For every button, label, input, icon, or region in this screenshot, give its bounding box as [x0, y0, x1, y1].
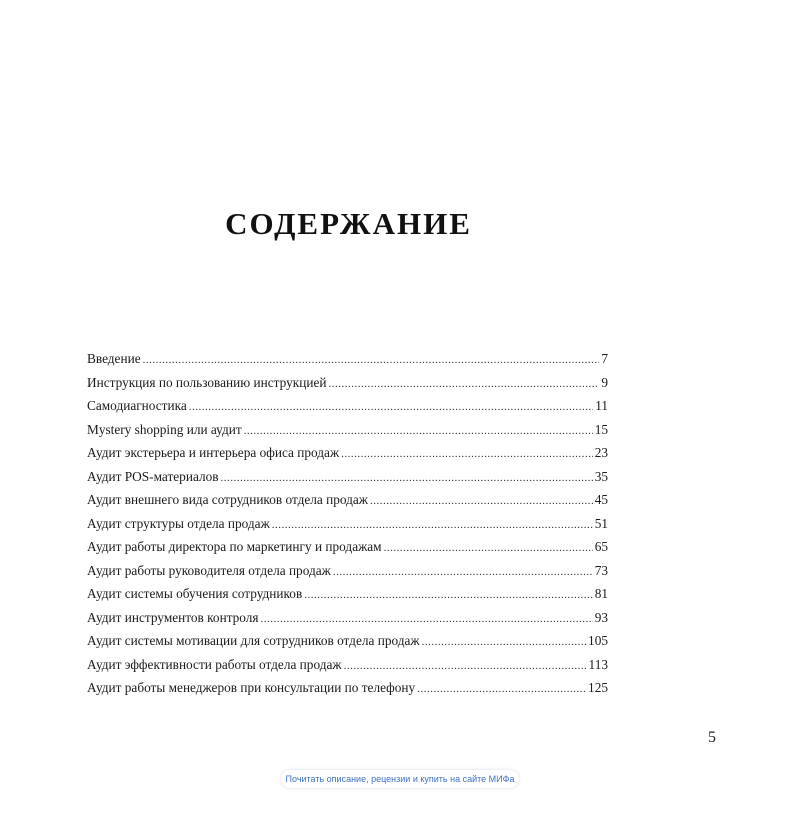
toc-entry-page: 65	[594, 539, 608, 554]
toc-entry[interactable]	[87, 606, 608, 630]
toc-entry-page: 105	[588, 633, 608, 648]
toc-entry-label: Аудит работы директора по маркетингу и продажам	[87, 539, 382, 554]
toc-entry-label: Инструкция по пользованию инструкцией	[87, 374, 327, 390]
toc-dot-leader	[422, 631, 586, 653]
toc-entry[interactable]	[87, 371, 608, 395]
toc-entry-label: Аудит экстерьера и интерьера офиса продаж	[87, 445, 340, 460]
toc-entry-page: 81	[594, 586, 608, 601]
toc-entry-label: Аудит работы менеджеров при консультации по телефону	[87, 680, 416, 695]
toc-entry-page: 45	[594, 492, 608, 507]
toc-entry-label: Аудит внешнего вида сотрудников отдела продаж	[87, 492, 368, 507]
toc-dot-leader	[143, 349, 600, 371]
toc-entry[interactable]	[87, 465, 608, 489]
toc-entry-page: 11	[595, 398, 608, 413]
toc-dot-leader	[417, 678, 586, 700]
toc-entry-label: Аудит эффективности работы отдела продаж	[87, 656, 342, 672]
toc-entry[interactable]	[87, 488, 608, 512]
toc-dot-leader	[272, 514, 593, 536]
page-title: СОДЕРЖАНИЕ	[225, 206, 472, 241]
toc-entry[interactable]	[87, 582, 608, 606]
toc-entry[interactable]	[87, 347, 608, 371]
toc-dot-leader	[328, 373, 599, 395]
toc-entry[interactable]	[87, 512, 608, 536]
toc-entry[interactable]	[87, 441, 608, 465]
toc-entry-page: 73	[594, 562, 608, 578]
toc-entry-label: Аудит работы руководителя отдела продаж	[87, 562, 331, 578]
buy-on-site-link[interactable]: Почитать описание, рецензии и купить на сайте МИФа	[281, 770, 519, 788]
toc-entry-label: Аудит системы обучения сотрудников	[87, 586, 303, 601]
toc-entry-page: 51	[594, 515, 608, 531]
toc-entry[interactable]	[87, 394, 608, 418]
toc-entry-page: 15	[594, 421, 608, 437]
toc-entry-label: Mystery shopping или аудит	[87, 421, 242, 437]
toc-entry[interactable]	[87, 629, 608, 653]
toc-entry-label: Аудит инструментов контроля	[87, 609, 259, 625]
toc-dot-leader	[304, 584, 592, 606]
toc-dot-leader	[341, 443, 593, 465]
toc-entry-page: 7	[601, 351, 608, 366]
toc-entry[interactable]	[87, 418, 608, 442]
table-of-contents	[87, 347, 608, 700]
toc-dot-leader	[221, 467, 593, 489]
toc-entry[interactable]	[87, 676, 608, 700]
toc-entry-label: Самодиагностика	[87, 398, 187, 413]
toc-entry-label: Аудит структуры отдела продаж	[87, 515, 270, 531]
toc-entry-label: Аудит POS-материалов	[87, 468, 219, 484]
page-number: 5	[708, 729, 716, 746]
toc-entry-page: 9	[601, 374, 608, 390]
toc-entry-page: 23	[594, 445, 608, 460]
toc-entry-page: 113	[588, 656, 608, 672]
toc-entry[interactable]	[87, 653, 608, 677]
toc-entry-page: 93	[594, 609, 608, 625]
toc-dot-leader	[261, 608, 593, 630]
toc-dot-leader	[344, 655, 587, 677]
toc-dot-leader	[244, 420, 593, 442]
toc-dot-leader	[189, 396, 593, 418]
toc-entry-label: Введение	[87, 351, 141, 366]
toc-entry-page: 125	[588, 680, 608, 695]
toc-dot-leader	[333, 561, 593, 583]
toc-dot-leader	[384, 537, 593, 559]
toc-entry[interactable]	[87, 535, 608, 559]
toc-entry-page: 35	[594, 468, 608, 484]
toc-dot-leader	[370, 490, 593, 512]
toc-entry[interactable]	[87, 559, 608, 583]
toc-entry-label: Аудит системы мотивации для сотрудников отдела продаж	[87, 633, 420, 648]
